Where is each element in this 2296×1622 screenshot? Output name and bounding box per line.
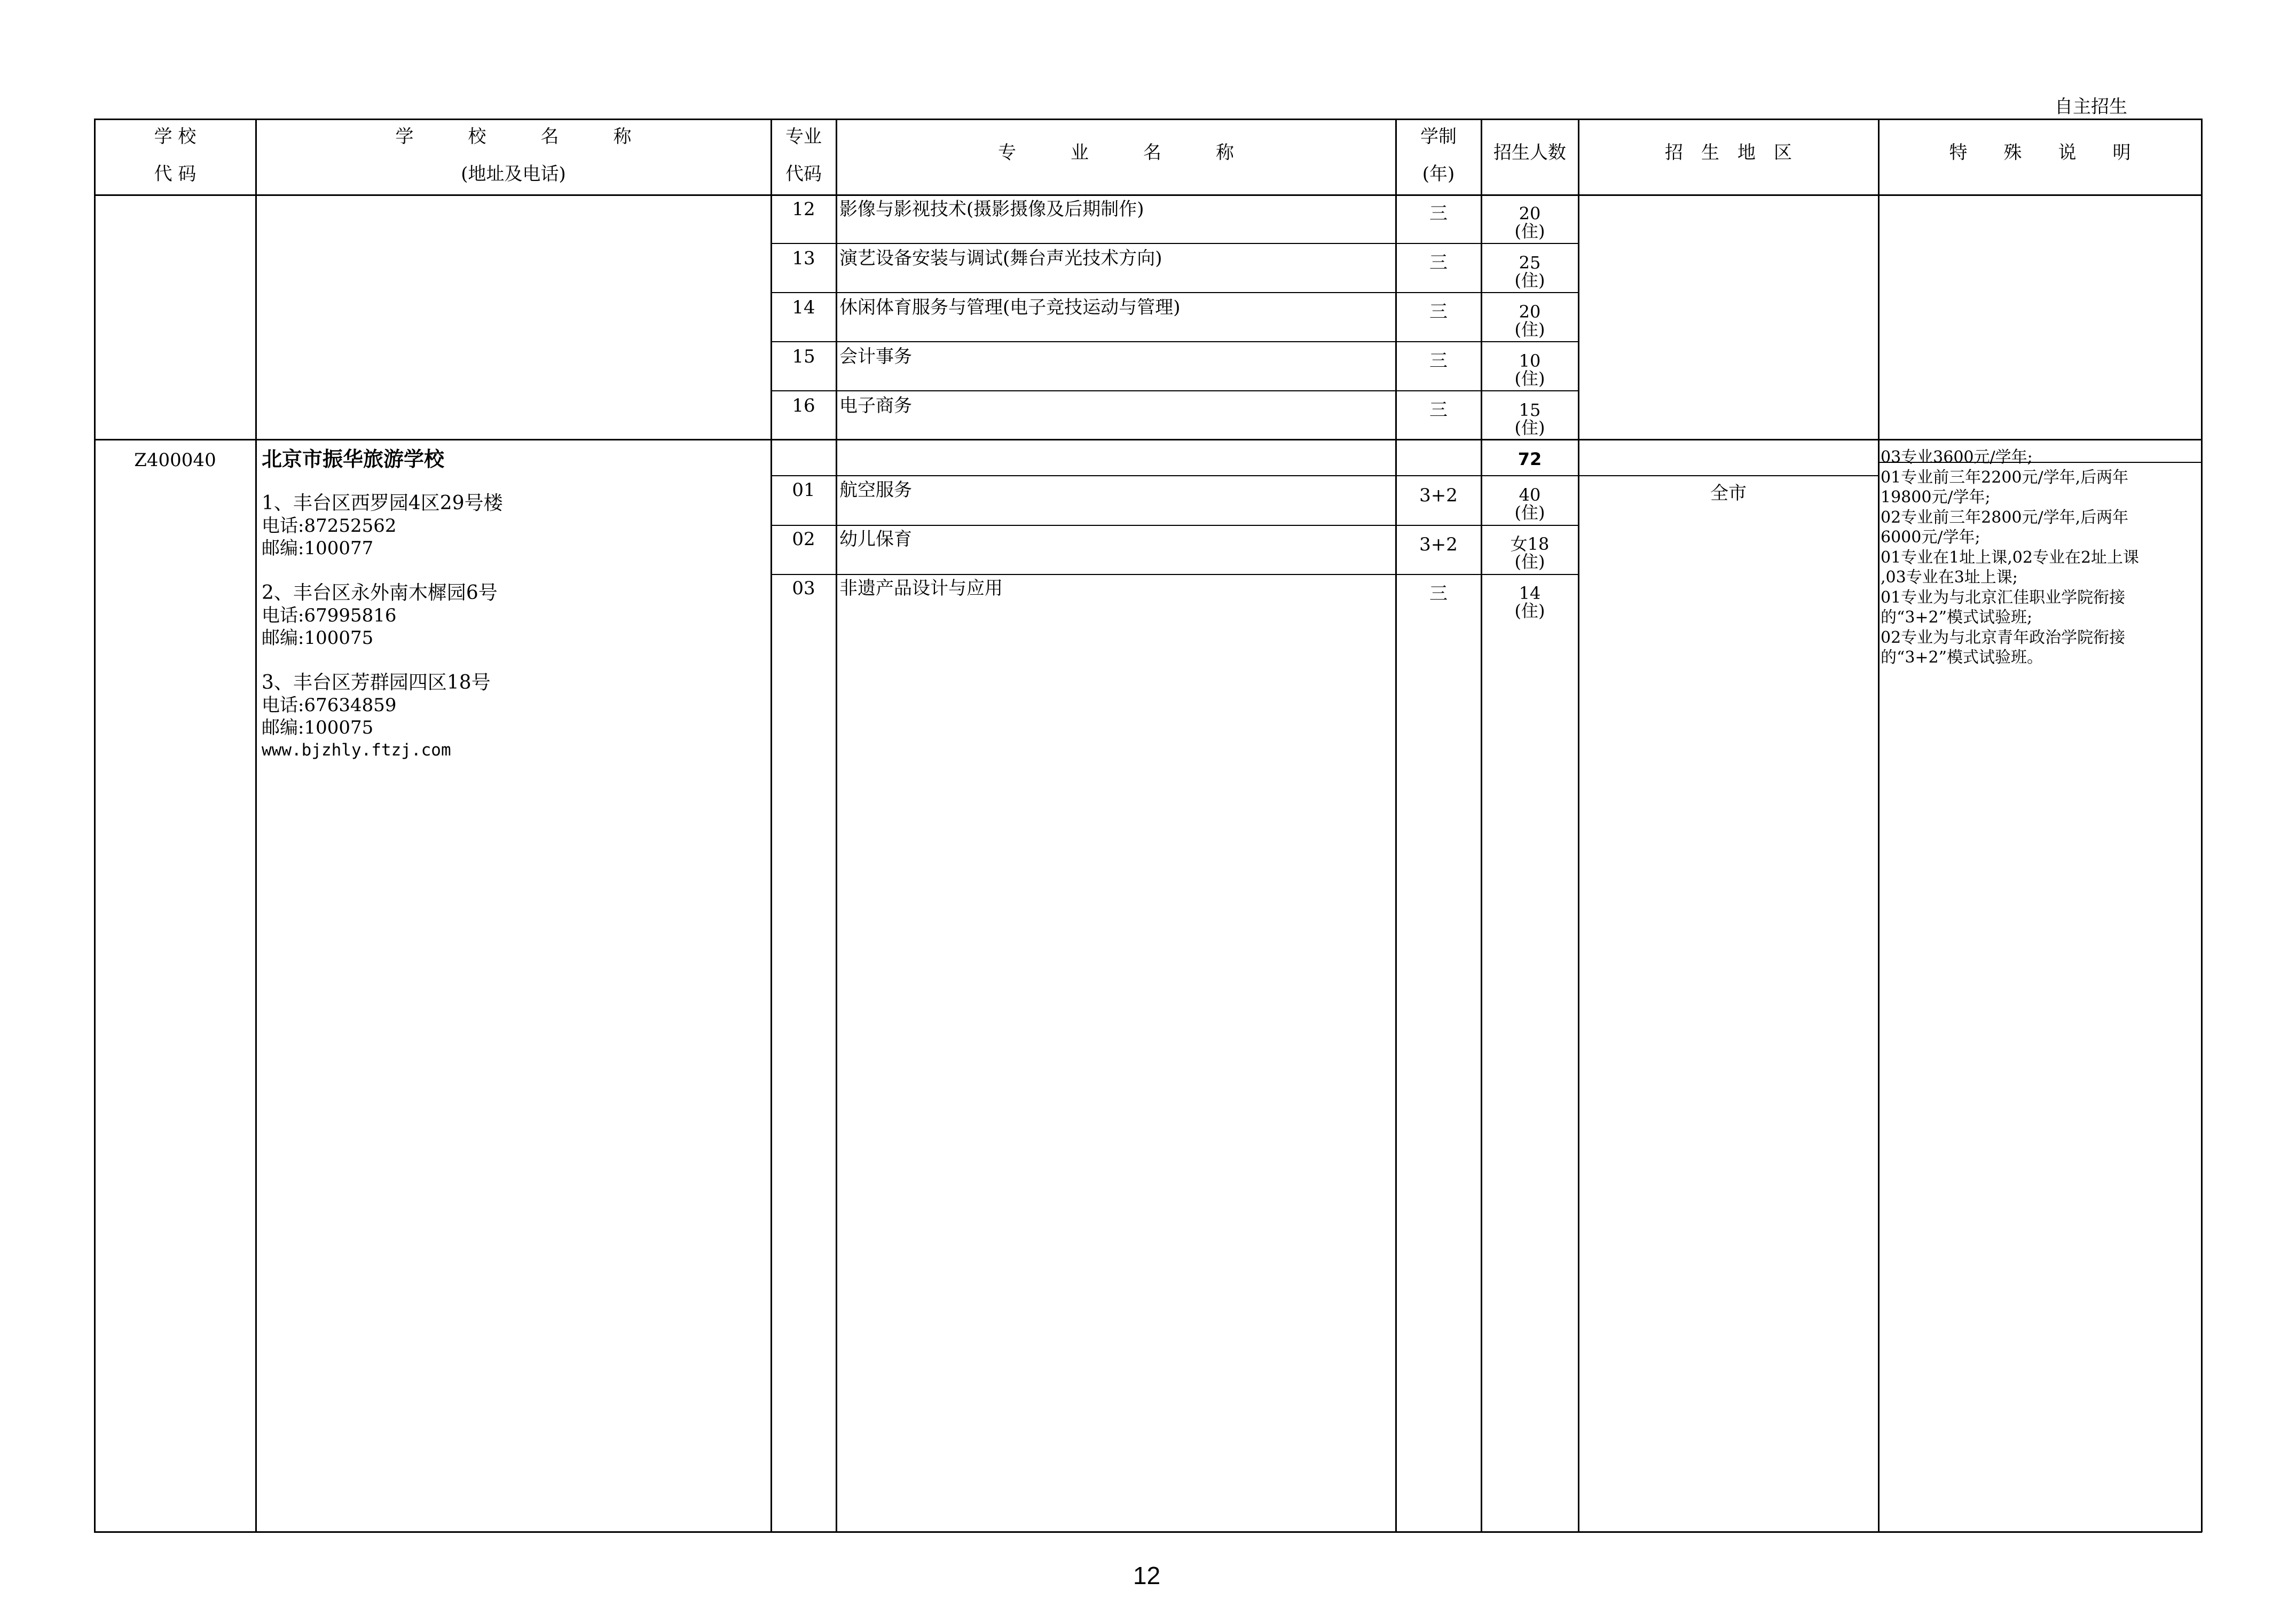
row-separator (770, 243, 1578, 244)
address-line: 1、丰台区西罗园4区29号楼 (262, 492, 503, 514)
table-top-border (94, 119, 2202, 120)
header-duration: 学制 (年) (1420, 126, 1457, 185)
col-border-1 (255, 119, 257, 1532)
enrollment-count: 15 (1519, 400, 1541, 420)
duration: 三 (1429, 252, 1448, 273)
boarding-note: (住) (1514, 319, 1545, 340)
phone: 电话:87252562 (262, 515, 397, 537)
note-line: 01专业在1址上课,02专业在2址上课 (1881, 548, 2140, 567)
address-line: 3、丰台区芳群园四区18号 (262, 672, 491, 694)
col-border-left (94, 119, 96, 1532)
table-bottom-border (94, 1531, 2202, 1533)
note-line: 01专业为与北京汇佳职业学院衔接 (1881, 588, 2126, 607)
boarding-note: (住) (1514, 601, 1545, 621)
enrollment-count: 10 (1519, 351, 1541, 371)
enrollment-count: 40 (1519, 485, 1541, 505)
phone: 电话:67634859 (262, 695, 397, 716)
phone: 电话:67995816 (262, 605, 397, 626)
website-link[interactable]: www.bjzhly.ftzj.com (262, 741, 451, 760)
duration: 3+2 (1419, 534, 1458, 555)
col-border-right (2201, 119, 2203, 1532)
boarding-note: (住) (1514, 221, 1545, 241)
note-line: ,03专业在3址上课; (1881, 568, 2018, 587)
enrollment-count: 20 (1519, 302, 1541, 322)
special-notes (1881, 447, 2139, 668)
major-code: 02 (792, 529, 815, 550)
header-bottom-border (94, 194, 2202, 196)
header-major-name: 专 业 名 称 (998, 142, 1234, 163)
col-border-3 (836, 119, 837, 1532)
enrollment-count: 20 (1519, 203, 1541, 224)
note-line: 6000元/学年; (1881, 528, 1980, 547)
note-line: 的“3+2”模式试验班。 (1881, 648, 2043, 667)
header-enrollment: 招生人数 (1493, 142, 1566, 163)
duration: 三 (1429, 583, 1448, 604)
boarding-note: (住) (1514, 368, 1545, 389)
postcode: 邮编:100077 (262, 538, 374, 559)
school-total: 72 (1517, 449, 1542, 469)
header-school-code: 学 校 代 码 (154, 126, 196, 185)
row-separator (770, 525, 1578, 526)
school-name: 北京市振华旅游学校 (262, 447, 445, 471)
note-line: 01专业前三年2200元/学年,后两年 (1881, 468, 2129, 487)
major-code: 12 (792, 199, 815, 220)
col-border-7 (1878, 119, 1880, 1532)
major-name: 电子商务 (839, 395, 912, 416)
major-name: 非遗产品设计与应用 (839, 578, 1003, 599)
major-code: 13 (792, 248, 815, 269)
duration: 三 (1429, 399, 1448, 421)
enrollment-count: 25 (1519, 253, 1541, 273)
row-separator (770, 574, 1578, 575)
header-notes: 特 殊 说 明 (1949, 142, 2131, 163)
row-separator (770, 292, 1578, 293)
boarding-note: (住) (1514, 270, 1545, 290)
school-address-3 (262, 672, 491, 761)
major-name: 航空服务 (839, 479, 912, 501)
school-address-1 (262, 492, 503, 560)
school-code: Z400040 (134, 450, 216, 471)
note-line: 02专业为与北京青年政治学院衔接 (1881, 628, 2126, 647)
duration: 三 (1429, 301, 1448, 322)
col-border-6 (1578, 119, 1579, 1532)
boarding-note: (住) (1514, 418, 1545, 438)
row-separator (770, 390, 1578, 391)
section-divider (94, 439, 2202, 440)
major-name: 影像与影视技术(摄影摄像及后期制作) (839, 199, 1144, 220)
header-region: 招 生 地 区 (1665, 142, 1792, 163)
enrollment-count: 14 (1519, 583, 1541, 603)
school-region: 全市 (1710, 483, 1747, 504)
col-border-4 (1395, 119, 1397, 1532)
header-school-name: 学 校 名 称 (地址及电话) (395, 126, 632, 185)
major-code: 14 (792, 297, 815, 318)
postcode: 邮编:100075 (262, 627, 374, 649)
major-name: 休闲体育服务与管理(电子竞技运动与管理) (839, 297, 1181, 318)
boarding-note: (住) (1514, 552, 1545, 572)
note-line: 02专业前三年2800元/学年,后两年 (1881, 508, 2129, 527)
note-line: 19800元/学年; (1881, 488, 1991, 507)
boarding-note: (住) (1514, 502, 1545, 523)
enrollment-count: 女18 (1510, 534, 1550, 554)
major-name: 演艺设备安装与调试(舞台声光技术方向) (839, 248, 1162, 269)
major-code: 03 (792, 578, 815, 599)
header-major-code: 专业 代码 (785, 126, 822, 185)
major-code: 16 (792, 395, 815, 416)
major-code: 01 (792, 479, 815, 501)
major-name: 幼儿保育 (839, 529, 912, 550)
row-separator (770, 341, 1578, 342)
header-tag: 自主招生 (2055, 96, 2127, 117)
duration: 3+2 (1419, 485, 1458, 506)
major-code: 15 (792, 346, 815, 367)
row-separator (770, 475, 1878, 476)
note-line: 03专业3600元/学年; (1881, 448, 2033, 467)
note-line: 的“3+2”模式试验班; (1881, 608, 2033, 627)
address-line: 2、丰台区永外南木樨园6号 (262, 582, 498, 604)
postcode: 邮编:100075 (262, 717, 374, 738)
col-border-2 (770, 119, 772, 1532)
duration: 三 (1429, 203, 1448, 224)
school-address-2 (262, 582, 498, 649)
page-number: 12 (1133, 1562, 1161, 1589)
duration: 三 (1429, 350, 1448, 372)
major-name: 会计事务 (839, 346, 912, 367)
